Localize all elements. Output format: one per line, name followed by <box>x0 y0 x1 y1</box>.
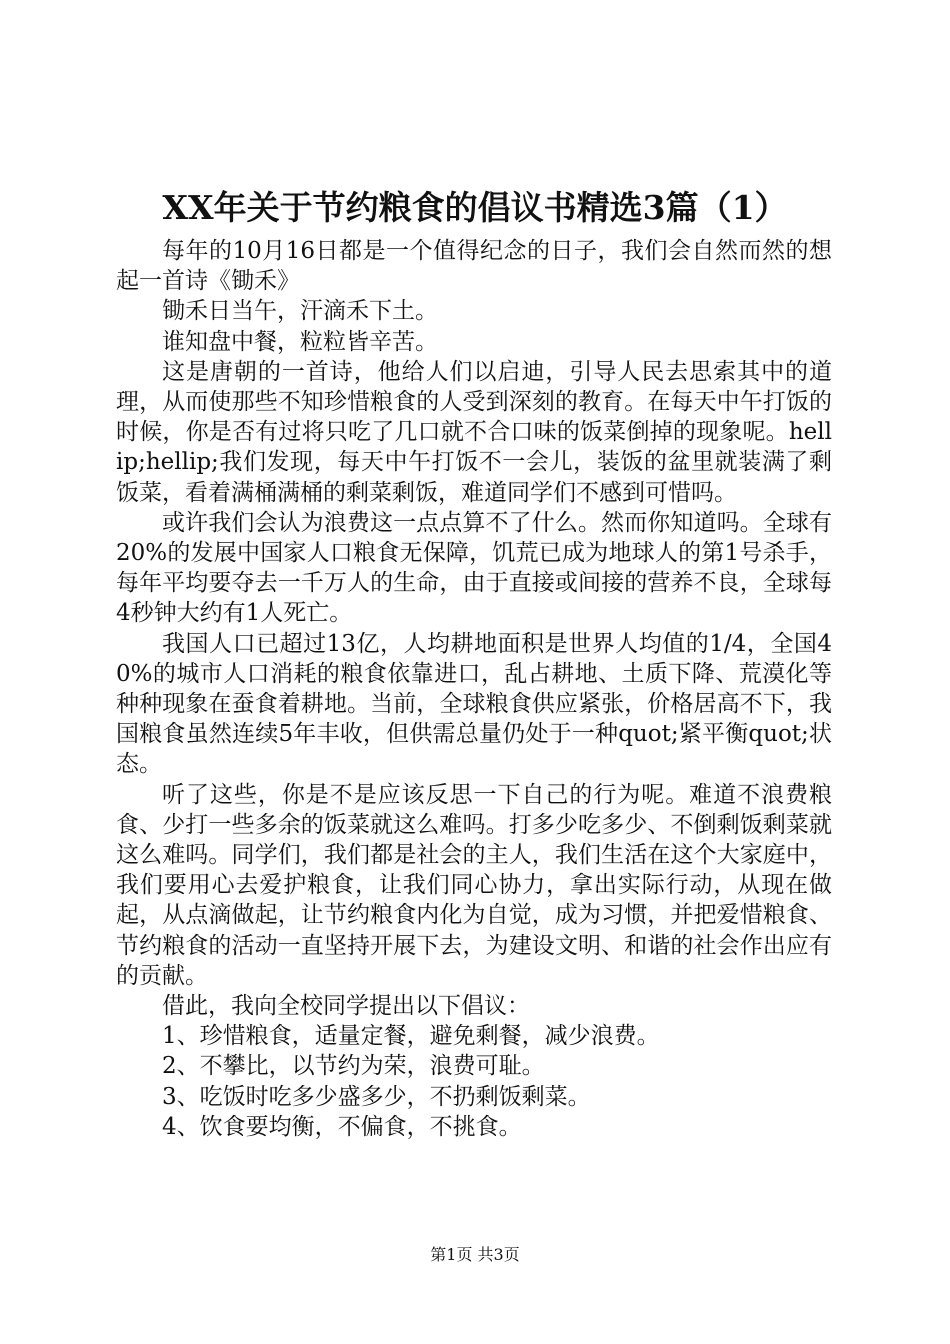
poem-line-1: 锄禾日当午，汗滴禾下土。 <box>162 298 438 325</box>
proposal-item-1: 1、珍惜粮食，适量定餐，避免剩餐，减少浪费。 <box>162 1023 660 1050</box>
poem-line-2: 谁知盘中餐，粒粒皆辛苦。 <box>162 328 438 355</box>
paragraph-reflection: 听了这些，你是不是应该反思一下自己的行为呢。难道不浪费粮食、少打一些多余的饭菜就这么难吗。打多少吃多少、不倒剩饭剩菜就这么难吗。同学们，我们都是社会的主人，我们生活在这个大家庭中，我们要用心去爱护粮食，让我们同心协力，拿出实际行动，从现在做起，从点滴做起，让节约粮食内化为自觉，成为习惯，并把爱惜粮食、节约粮食的活动一直坚持开展下去，为建设文明、和谐的社会作出应有的贡献。 <box>116 781 832 989</box>
document-title: XX年关于节约粮食的倡议书精选3篇（1） <box>162 188 788 227</box>
paragraph-poem-meaning: 这是唐朝的一首诗，他给人们以启迪，引导人民去思索其中的道理，从而使那些不知珍惜粮食的人受到深刻的教育。在每天中午打饭的时候，你是否有过将只吃了几口就不合口味的饭菜倒掉的现象呢。hellip;hellip;我们发现，每天中午打饭不一会儿，装饭的盆里就装满了剩饭菜，看着满桶满桶的剩菜剩饭，难道同学们不感到可惜吗。 <box>116 358 832 506</box>
paragraph-intro: 每年的10月16日都是一个值得纪念的日子，我们会自然而然的想起一首诗《锄禾》 <box>116 238 832 295</box>
proposal-item-4: 4、饮食要均衡，不偏食，不挑食。 <box>162 1113 522 1140</box>
proposal-item-2: 2、不攀比，以节约为荣，浪费可耻。 <box>162 1053 545 1080</box>
page-number-footer: 第1页 共3页 <box>430 1245 520 1264</box>
document-body <box>116 236 832 1142</box>
proposal-intro: 借此，我向全校同学提出以下倡议： <box>162 993 530 1020</box>
proposal-item-3: 3、吃饭时吃多少盛多少，不扔剩饭剩菜。 <box>162 1083 591 1110</box>
paragraph-global-hunger: 或许我们会认为浪费这一点点算不了什么。然而你知道吗。全球有20%的发展中国家人口粮食无保障，饥荒已成为地球人的第1号杀手，每年平均要夺去一千万人的生命，由于直接或间接的营养不良，全球每4秒钟大约有1人死亡。 <box>116 509 832 627</box>
paragraph-china-situation: 我国人口已超过13亿，人均耕地面积是世界人均值的1/4，全国40%的城市人口消耗的粮食依靠进口，乱占耕地、土质下降、荒漠化等种种现象在蚕食着耕地。当前，全球粮食供应紧张，价格居高不下，我国粮食虽然连续5年丰收，但供需总量仍处于一种quot;紧平衡quot;状态。 <box>116 630 832 778</box>
